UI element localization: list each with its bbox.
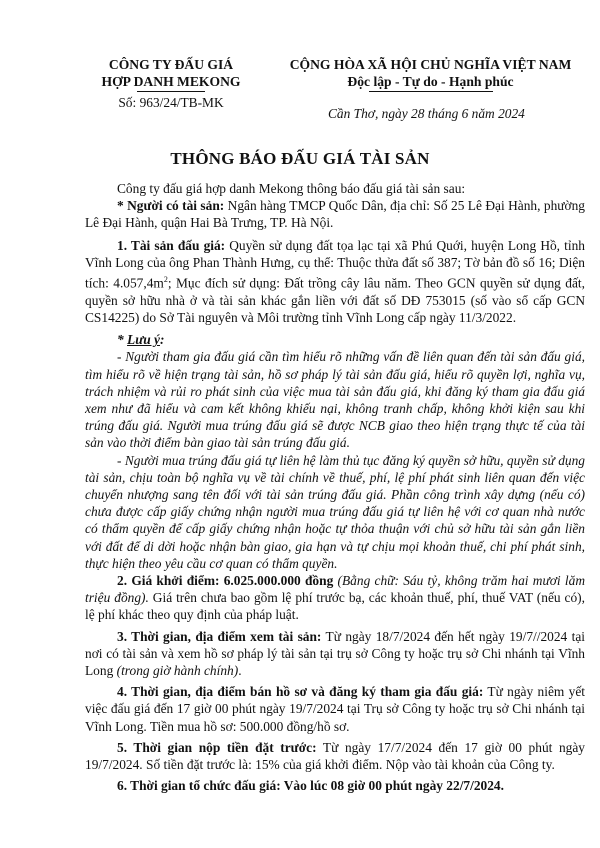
note-paragraph-1: - Người tham gia đấu giá cần tìm hiểu rõ những vấn đề liên quan đến tài sản đấu giá, tìm hiểu rõ về hiện trạng tài sản, hồ sơ pháp lý tài sản đấu giá, hiểu rõ quyền lợi, nghĩa vụ, trách nhiệm và rủi ro phát sinh của việc mua tài sản đấu giá, khi đăng ký tham gia đấu giá xem như đã hiểu và cam kết không khiếu nại, không tranh chấp, không khởi kiện sau khi trúng đấu giá. Người mua trúng đấu giá sẽ được NCB giao theo hiện trạng thực tế của tài sản vào thời điểm bàn giao tài sản trúng đấu giá. <box>85 349 585 451</box>
auction-text: : Vào lúc 08 giờ 00 phút ngày 22/7/2024. <box>276 778 504 794</box>
deposit-text: Từ ngày 17/7/2024 đến 17 giờ 00 phút ngày 19/7/2024. Số tiền đặt trước là: 15% của giá khởi điểm. Nộp vào tài khoản của Công ty. <box>85 739 585 772</box>
deposit-paragraph <box>85 739 585 773</box>
document-number: Số: 963/24/TB-MK <box>118 95 224 110</box>
asset-text-part1: Quyền sử dụng đất tọa lạc tại xã Phú Quới, huyện Long Hồ, tỉnh Vĩnh Long của ông Phan Thành Hưng, cụ thể: Thuộc thửa đất số 387; Tờ bản đồ số 16; Diện tích: 4.057,4m <box>85 237 585 291</box>
note-heading <box>85 331 585 348</box>
issuer-header <box>96 56 246 111</box>
sale-paragraph <box>85 683 585 735</box>
intro-paragraph: Công ty đấu giá hợp danh Mekong thông báo đấu giá tài sản sau: <box>117 181 466 196</box>
note-star: * <box>117 332 128 348</box>
sale-label: 4. Thời gian, địa điểm bán hồ sơ và đăng ký tham gia đấu giá: <box>117 684 484 700</box>
owner-label: * Người có tài sản: <box>117 198 225 214</box>
price-in-words: (Bằng chữ: Sáu tỷ, không trăm hai mươi lăm triệu đồng). <box>85 572 585 606</box>
national-motto: Độc lập - Tự do - Hạnh phúc <box>347 74 514 89</box>
viewing-paragraph <box>85 628 585 680</box>
asset-paragraph <box>85 237 585 326</box>
asset-label: 1. Tài sản đấu giá: <box>117 237 226 253</box>
price-text: Giá trên chưa bao gồm lệ phí trước bạ, các khoản thuế, phí, thuế VAT (nếu có), lệ phí khác theo quy định của pháp luật. <box>85 590 585 623</box>
document-body <box>85 180 585 794</box>
owner-paragraph <box>85 197 585 231</box>
org-name-line1: CÔNG TY ĐẤU GIÁ <box>108 57 234 72</box>
asset-text-part2: ; Mục đích sử dụng: Đất trồng cây lâu năm. Theo GCN quyền sử dụng đất, quyền sở hữu nhà ở và tài sản khác gắn liền với đất số DĐ 753015 (số vào sổ cấp GCN CS14225) do Sở Tài nguyên và Môi trường tỉnh Vĩnh Long cấp ngày 11/3/2022. <box>85 275 585 325</box>
nation-title: CỘNG HÒA XÃ HỘI CHỦ NGHĨA VIỆT NAM <box>289 57 572 72</box>
owner-text: Ngân hàng TMCP Quốc Dân, địa chỉ: Số 25 Lê Đại Hành, phường Lê Đại Hành, quận Hai Bà Trưng, TP. Hà Nội. <box>85 198 585 231</box>
note-colon: : <box>160 332 165 348</box>
motto-underline <box>369 91 493 92</box>
viewing-text: Từ ngày 18/7/2024 đến hết ngày 19/7//2024 tại nơi có tài sản và xem hồ sơ pháp lý tài sản tại trụ sở Công ty hoặc trụ sở Chi nhánh tại Vĩnh Long <box>85 628 586 678</box>
note-section <box>85 331 585 572</box>
deposit-label: 5. Thời gian nộp tiền đặt trước: <box>117 739 317 755</box>
org-underline <box>137 91 205 92</box>
note-paragraph-2: - Người mua trúng đấu giá tự liên hệ làm thủ tục đăng ký quyền sở hữu, quyền sử dụng tài sản, chịu toàn bộ nghĩa vụ về tài chính về thuế, phí, lệ phí phát sinh liên quan đến việc chuyển nhượng sang tên đối với tài sản trúng đấu giá. Phần công trình xây dựng (nếu có) chưa được cấp giấy chứng nhận người mua trúng đấu giá tự liên hệ với cơ quan nhà nước có thẩm quyền để cấp giấy chứng nhận hoặc tự thỏa thuận với chủ sở hữu tài sản gắn liền với đất để di dời hoặc nhận bàn giao, gia hạn và tự chịu mọi khoản thuế, chi phí phát sinh, thực hiện theo yêu cầu cơ quan có thẩm quyền. <box>85 452 585 571</box>
date-place: Cần Thơ, ngày 28 tháng 6 năm 2024 <box>328 106 525 121</box>
viewing-label: 3. Thời gian, địa điểm xem tài sản: <box>117 628 322 644</box>
price-label: 2. Giá khởi điểm: 6.025.000.000 đồng <box>117 572 334 588</box>
viewing-end: . <box>238 662 242 678</box>
org-name-line2: HỢP DANH MEKONG <box>101 74 241 89</box>
sale-text: Từ ngày niêm yết việc đấu giá đến 17 giờ 00 phút ngày 19/7/2024 tại Trụ sở Công ty hoặc trụ sở Chi nhánh tại Vĩnh Long. Tiền mua hồ sơ: 500.000 đồng/hồ sơ. <box>85 684 586 734</box>
auction-paragraph <box>85 777 585 794</box>
area-superscript: 2 <box>163 275 168 285</box>
auction-label: 6. Thời gian tổ chức đấu giá <box>117 778 277 794</box>
national-header <box>283 56 578 92</box>
price-paragraph <box>85 572 585 624</box>
document-title: THÔNG BÁO ĐẤU GIÁ TÀI SẢN <box>170 149 430 168</box>
note-label: Lưu ý <box>127 332 160 348</box>
viewing-hours: (trong giờ hành chính) <box>116 662 239 678</box>
